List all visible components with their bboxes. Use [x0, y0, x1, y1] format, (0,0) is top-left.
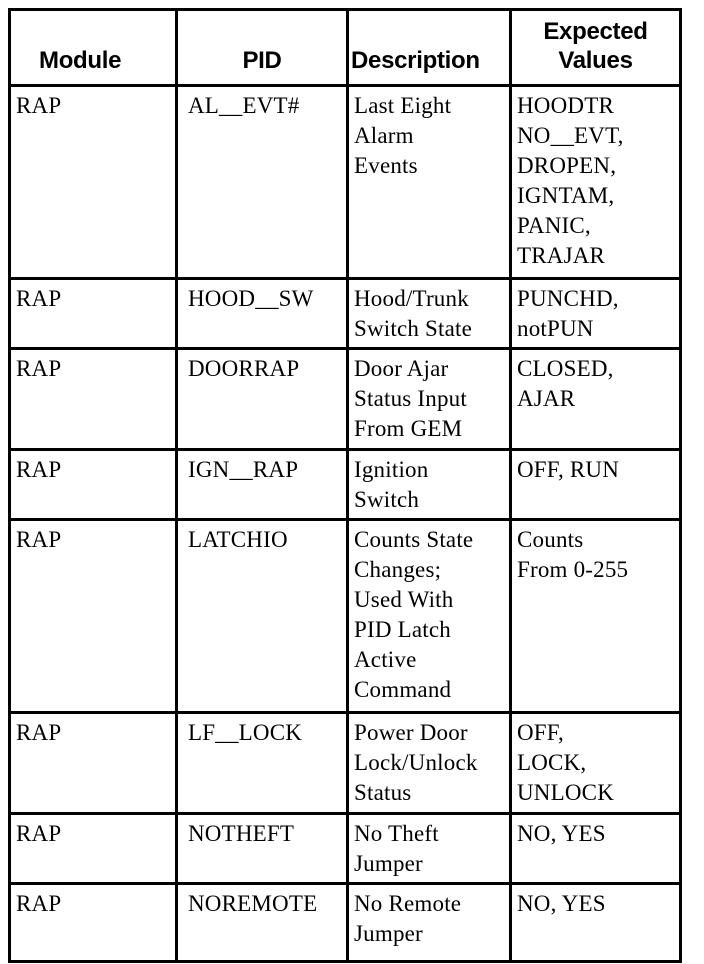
cell-expected-values: NO, YES: [511, 814, 681, 884]
table-row: [10, 713, 681, 814]
cell-expected-values: OFF, RUN: [511, 450, 681, 520]
table-row: [10, 279, 681, 349]
cell-module: RAP: [10, 349, 177, 450]
cell-description: Last Eight Alarm Events: [348, 86, 511, 279]
cell-description: No Remote Jumper: [348, 884, 511, 962]
cell-module: RAP: [10, 814, 177, 884]
cell-module: RAP: [10, 450, 177, 520]
cell-module: RAP: [10, 884, 177, 962]
cell-expected-values: PUNCHD, notPUN: [511, 279, 681, 349]
cell-pid: IGN__RAP: [177, 450, 348, 520]
cell-expected-values: CLOSED, AJAR: [511, 349, 681, 450]
column-header-description: Description: [348, 10, 511, 86]
cell-module: RAP: [10, 86, 177, 279]
cell-expected-values: NO, YES: [511, 884, 681, 962]
cell-description: Ignition Switch: [348, 450, 511, 520]
table-row: [10, 86, 681, 279]
cell-description: Hood/Trunk Switch State: [348, 279, 511, 349]
column-header-module: Module: [10, 10, 177, 86]
cell-module: RAP: [10, 520, 177, 713]
cell-expected-values: OFF, LOCK, UNLOCK: [511, 713, 681, 814]
table-header-row: [10, 10, 681, 86]
table-row: [10, 814, 681, 884]
cell-description: Power Door Lock/Unlock Status: [348, 713, 511, 814]
cell-pid: LF__LOCK: [177, 713, 348, 814]
cell-description: Counts State Changes; Used With PID Latch Active Command: [348, 520, 511, 713]
cell-pid: LATCHIO: [177, 520, 348, 713]
cell-description: No Theft Jumper: [348, 814, 511, 884]
cell-pid: NOTHEFT: [177, 814, 348, 884]
column-header-expected-values: Expected Values: [511, 10, 681, 86]
table-row: [10, 349, 681, 450]
cell-description: Door Ajar Status Input From GEM: [348, 349, 511, 450]
cell-module: RAP: [10, 713, 177, 814]
cell-expected-values: HOODTR NO__EVT, DROPEN, IGNTAM, PANIC, TRAJAR: [511, 86, 681, 279]
table-row: [10, 450, 681, 520]
cell-pid: HOOD__SW: [177, 279, 348, 349]
column-header-pid: PID: [177, 10, 348, 86]
table-row: [10, 520, 681, 713]
cell-pid: DOORRAP: [177, 349, 348, 450]
cell-pid: NOREMOTE: [177, 884, 348, 962]
pid-table: [8, 8, 682, 963]
cell-expected-values: Counts From 0-255: [511, 520, 681, 713]
cell-module: RAP: [10, 279, 177, 349]
table-row: [10, 884, 681, 962]
cell-pid: AL__EVT#: [177, 86, 348, 279]
